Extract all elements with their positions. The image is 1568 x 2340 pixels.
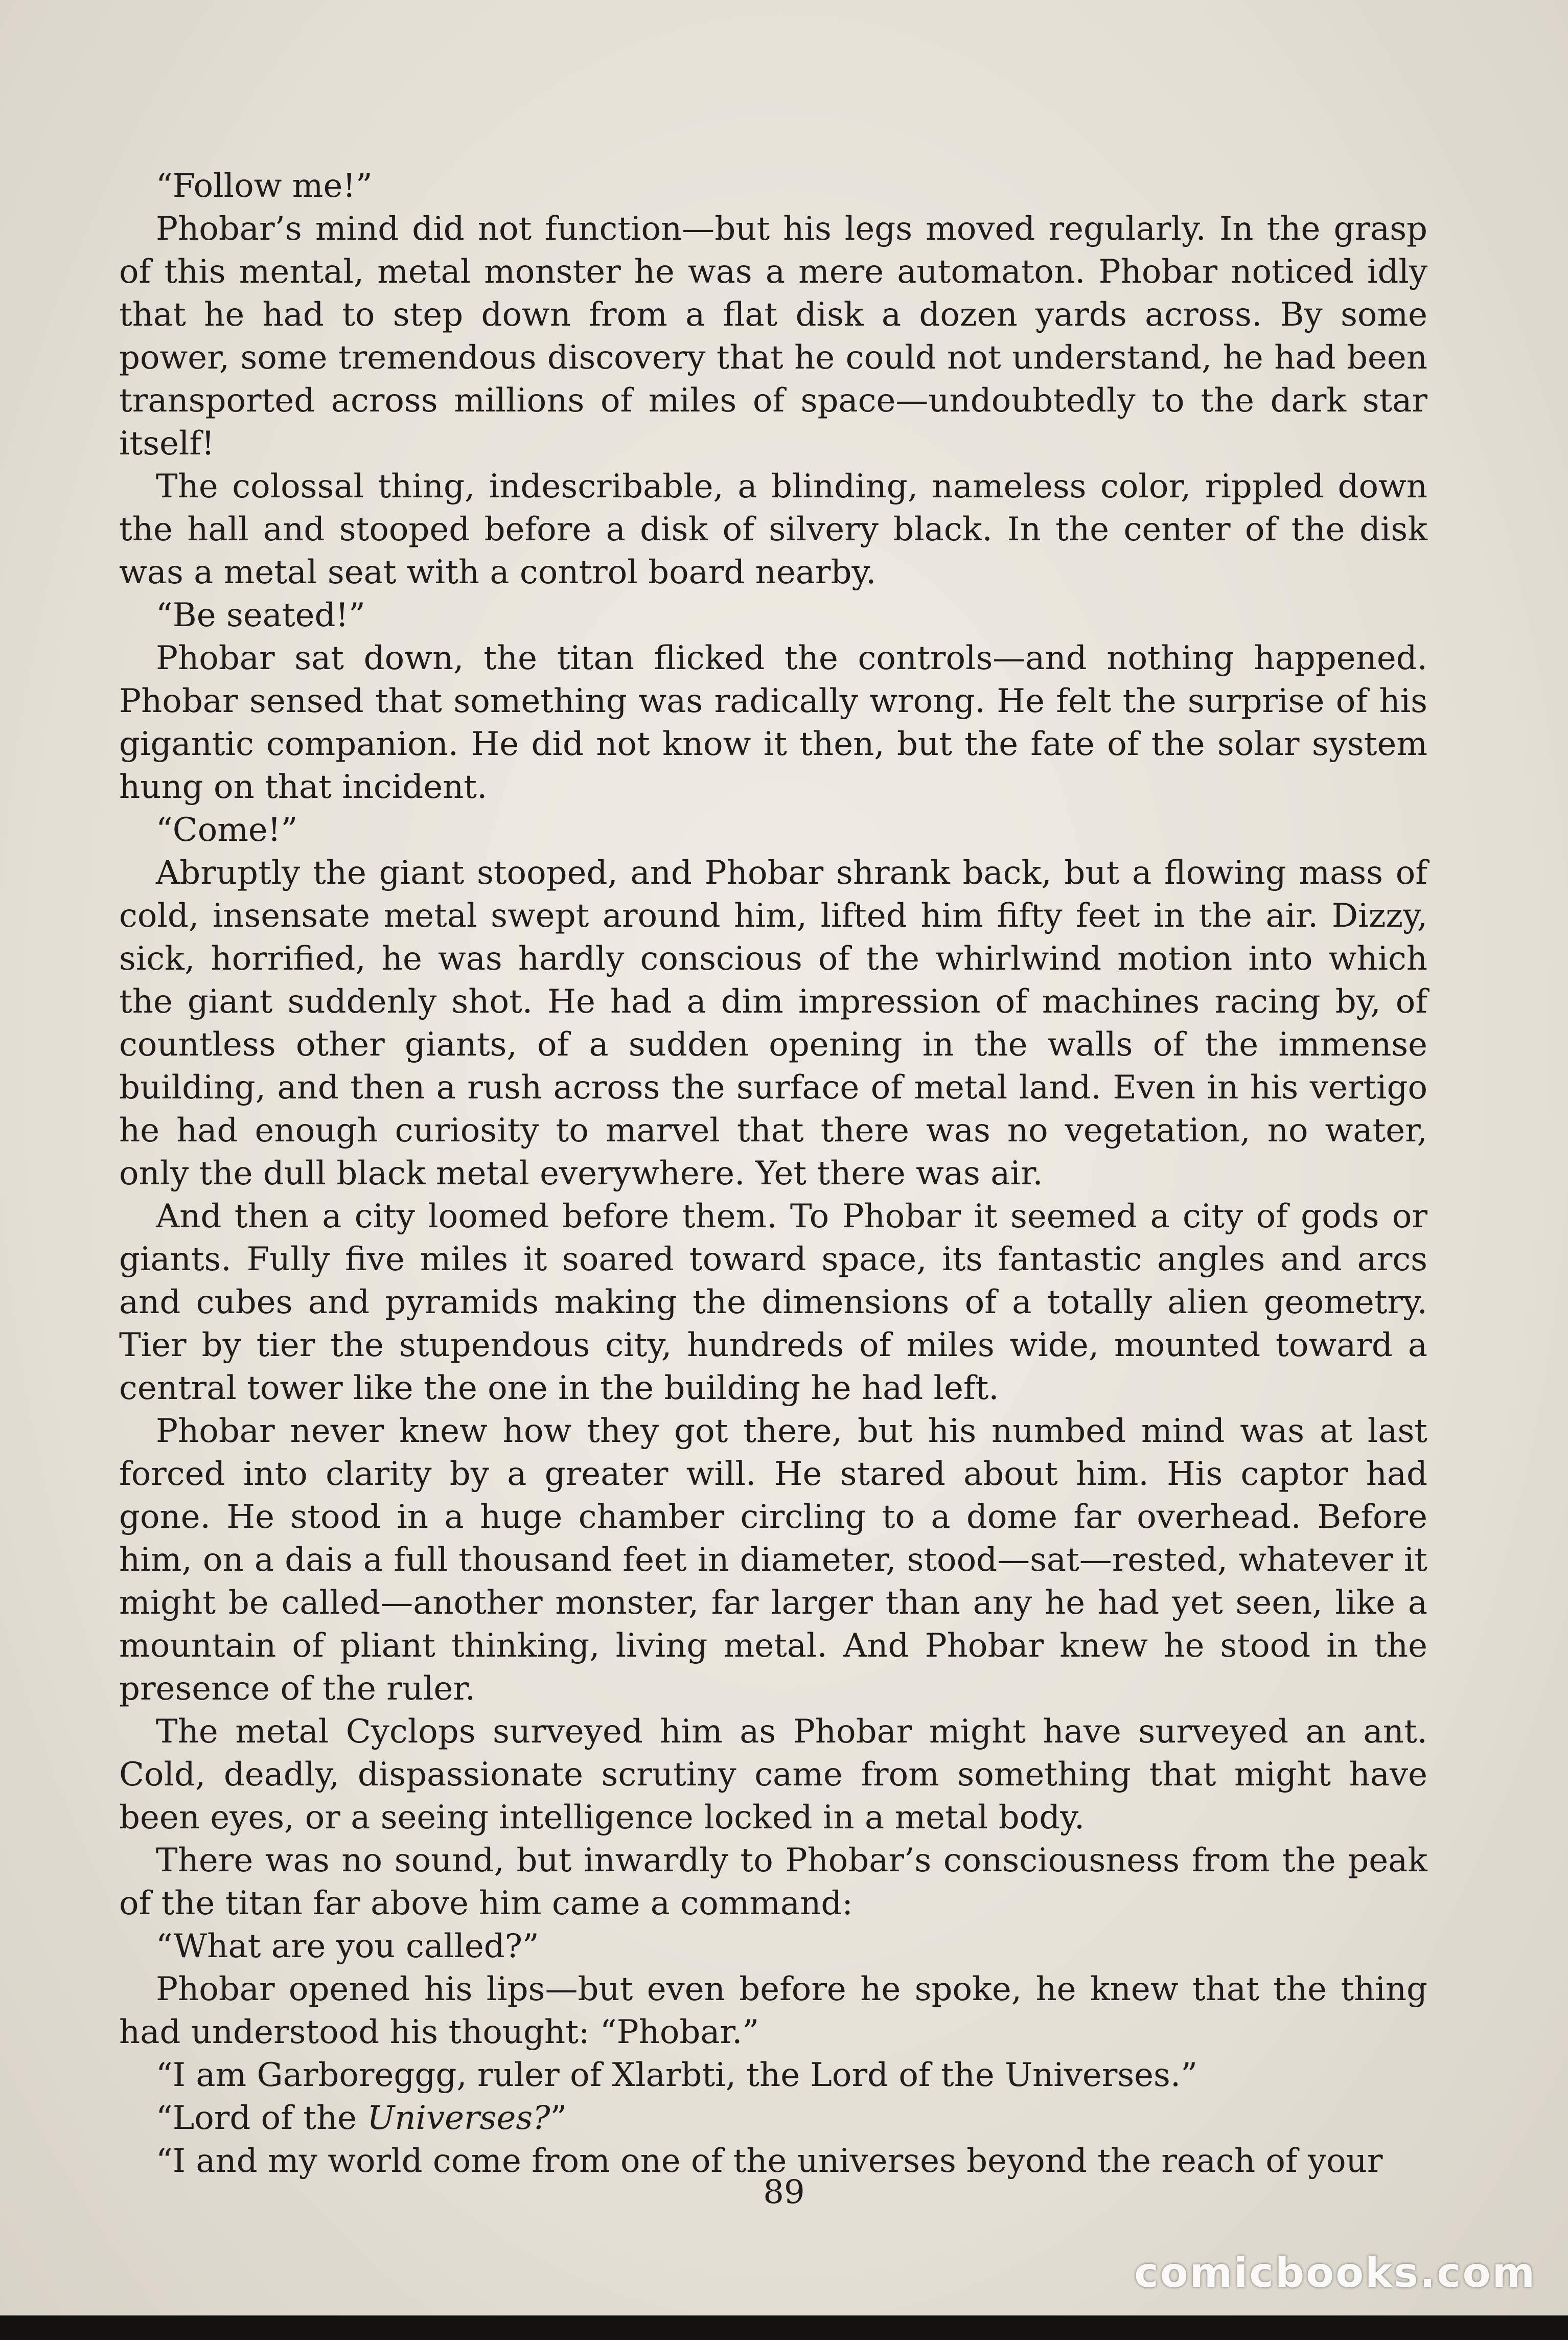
scan-border (0, 2315, 1568, 2340)
paragraph: Phobar opened his lips—but even before he spoke, he knew that the thing had understood his thought: “Phobar.” (119, 1970, 1427, 2051)
paragraph: “I am Garboreggg, ruler of Xlarbti, the Lord of the Universes.” (156, 2056, 1197, 2094)
paragraph: “Be seated!” (156, 597, 365, 634)
paragraph-lord-question (119, 2097, 1427, 2140)
page-number: 89 (763, 2173, 805, 2211)
lord-line-italic: Universes? (367, 2099, 550, 2137)
lord-line-start: “Lord of the (156, 2099, 367, 2137)
paragraph: Abruptly the giant stooped, and Phobar shrank back, but a flowing mass of cold, insensate metal swept around him, lifted him fifty feet in the air. Dizzy, sick, horrified, he was hardly conscious of the whirlwind motion into which the giant suddenly shot. He had a dim impression of machines racing by, of countless other giants, of a sudden opening in the walls of the immense building, and then a rush across the surface of metal land. Even in his vertigo he had enough curiosity to marvel that there was no vegetation, no water, only the dull black metal everywhere. Yet there was air. (119, 854, 1427, 1192)
paragraph: “What are you called?” (156, 1928, 539, 1965)
paragraph: There was no sound, but inwardly to Phobar’s consciousness from the peak of the titan far above him came a command: (119, 1842, 1427, 1922)
paragraph: “Come!” (156, 811, 298, 849)
site-watermark: comicbooks.com (1134, 2249, 1536, 2297)
paragraph: “Follow me!” (156, 167, 373, 205)
body-text (119, 165, 1427, 2183)
paragraph: The colossal thing, indescribable, a blinding, nameless color, rippled down the hall and stooped before a disk of silvery black. In the center of the disk was a metal seat with a control board nearby. (119, 468, 1427, 591)
paragraph: And then a city loomed before them. To Phobar it seemed a city of gods or giants. Fully five miles it soared toward space, its fantastic angles and arcs and cubes and pyramids making the dimensions of a totally alien geometry. Tier by tier the stupendous city, hundreds of miles wide, mounted toward a central tower like the one in the building he had left. (119, 1198, 1427, 1407)
paragraph: “I and my world come from one of the universes beyond the reach of your (156, 2142, 1383, 2180)
paragraph: The metal Cyclops surveyed him as Phobar might have surveyed an ant. Cold, deadly, dispassionate scrutiny came from something that might have been eyes, or a seeing intelligence locked in a metal body. (119, 1713, 1427, 1837)
paragraph: Phobar’s mind did not function—but his legs moved regularly. In the grasp of this mental, metal monster he was a mere automaton. Phobar noticed idly that he had to step down from a flat disk a dozen yards across. By some power, some tremendous discovery that he could not understand, he had been transported across millions of miles of space—undoubtedly to the dark star itself! (119, 210, 1427, 463)
paragraph: Phobar sat down, the titan flicked the controls—and nothing happened. Phobar sensed that something was radically wrong. He felt the surprise of his gigantic companion. He did not know it then, but the fate of the solar system hung on that incident. (119, 639, 1427, 806)
lord-line-end: ” (550, 2099, 567, 2137)
paragraph: Phobar never knew how they got there, but his numbed mind was at last forced into clarity by a greater will. He stared about him. His captor had gone. He stood in a huge chamber circling to a dome far overhead. Before him, on a dais a full thousand feet in diameter, stood—sat—rested, whatever it might be called—another monster, far larger than any he had yet seen, like a mountain of pliant thinking, living metal. And Phobar knew he stood in the presence of the ruler. (119, 1412, 1427, 1708)
